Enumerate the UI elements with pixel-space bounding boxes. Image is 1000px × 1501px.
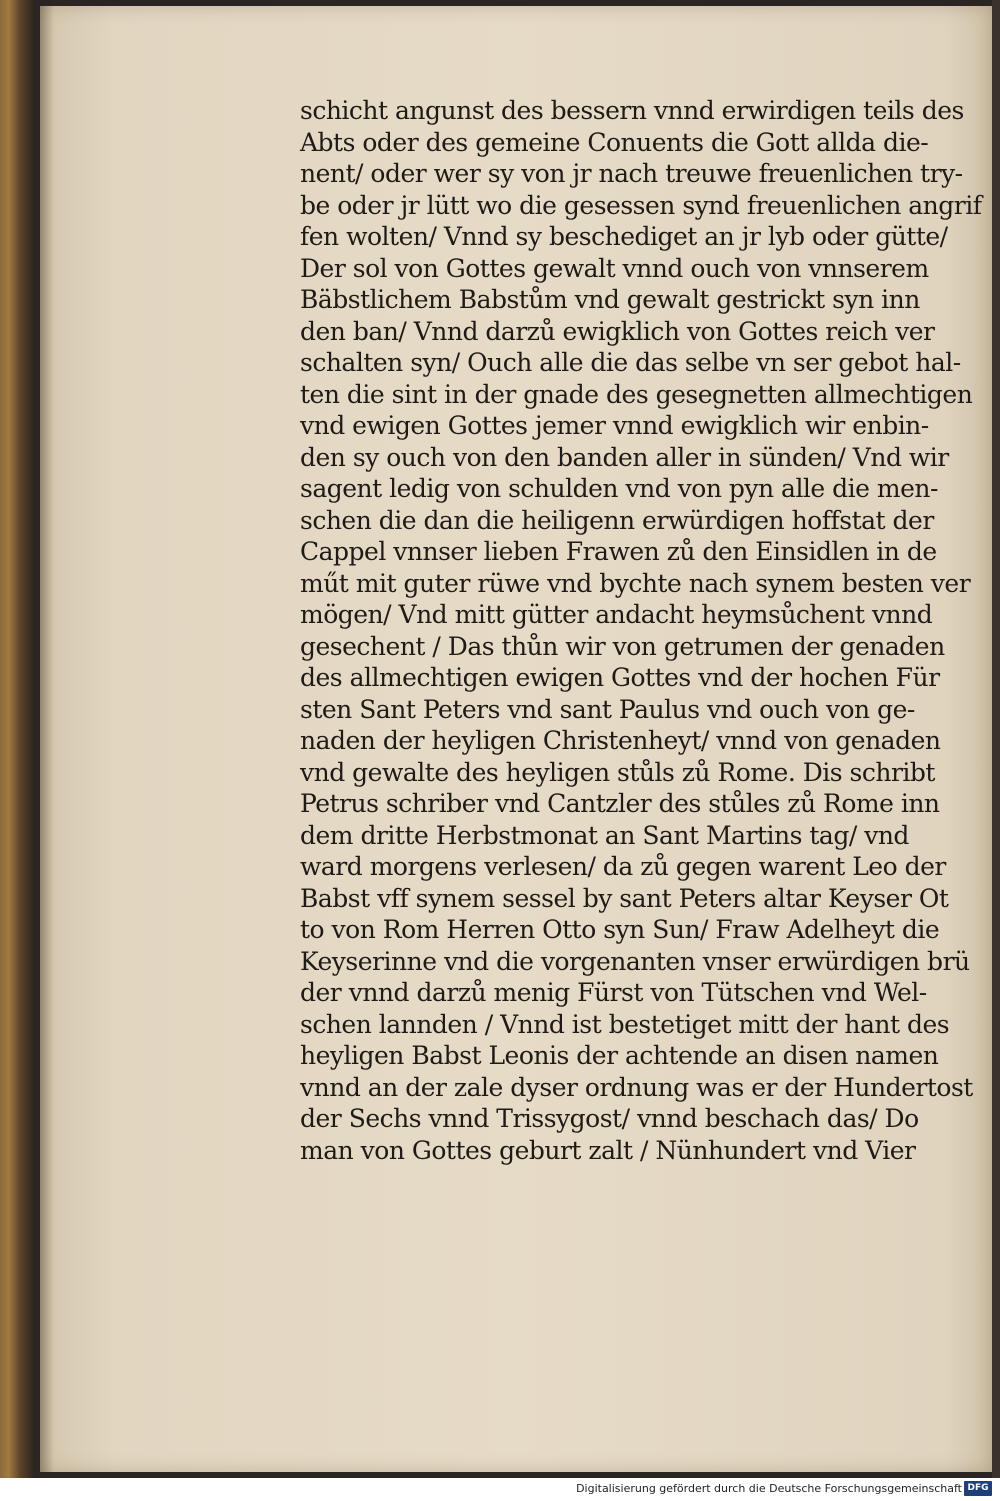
text-line: Cappel vnnser lieben Frawen zů den Einsidlen in de	[300, 537, 937, 566]
text-line: schen lannden / Vnnd ist bestetiget mitt der hant des	[300, 1009, 950, 1039]
text-line: den ban/ Vnnd darzů ewigklich von Gottes reich ver	[300, 316, 935, 346]
text-line: ten die sint in der gnade des gesegnetten allmechtigen	[300, 379, 973, 409]
text-line: den sy ouch von den banden aller in sünden/ Vnd wir	[300, 442, 949, 472]
text-line: vnd ewigen Gottes jemer vnnd ewigklich wir enbin-	[300, 411, 929, 440]
text-line: schalten syn/ Ouch alle die das selbe vn ser gebot hal-	[300, 348, 961, 377]
text-line: sagent ledig von schulden vnd von pyn alle die men-	[300, 474, 938, 503]
gutter-shadow	[40, 6, 54, 1472]
text-line: gesechent / Das thůn wir von getrumen der genaden	[300, 631, 945, 661]
text-line: ward morgens verlesen/ da zů gegen warent Leo der	[300, 852, 946, 881]
text-line: be oder jr lütt wo die gesessen synd freuenlichen angrif	[300, 190, 982, 220]
text-line: der vnnd darzů menig Fürst von Tütschen vnd Wel-	[300, 978, 927, 1007]
text-line: Babst vff synem sessel by sant Peters altar Keyser Ot	[300, 883, 949, 913]
dfg-logo: DFG	[964, 1481, 992, 1496]
text-line: man von Gottes geburt zalt / Nünhundert vnd Vier	[300, 1135, 916, 1165]
text-line: nent/ oder wer sy von jr nach treuwe freuenlichen try-	[300, 159, 963, 188]
text-line: naden der heyligen Christenheyt/ vnnd von genaden	[300, 726, 941, 755]
text-line: der Sechs vnnd Trissygost/ vnnd beschach das/ Do	[300, 1104, 919, 1133]
text-line: vnnd an der zale dyser ordnung was er der Hundertost	[300, 1072, 973, 1102]
text-line: sten Sant Peters vnd sant Paulus vnd ouch von ge-	[300, 694, 915, 724]
book-binding	[0, 0, 34, 1478]
text-line: műt mit guter rüwe vnd bychte nach synem besten ver	[300, 568, 971, 598]
text-line: fen wolten/ Vnnd sy beschediget an jr lyb oder gütte/	[300, 222, 948, 251]
text-line: Bäbstlichem Babstům vnd gewalt gestrickt syn inn	[300, 285, 920, 314]
text-line: dem dritte Herbstmonat an Sant Martins tag/ vnd	[300, 820, 909, 850]
page-edge	[992, 0, 1000, 1478]
text-line: heyligen Babst Leonis der achtende an disen namen	[300, 1041, 939, 1070]
text-line: des allmechtigen ewigen Gottes vnd der hochen Für	[300, 663, 940, 692]
text-line: vnd gewalte des heyligen stůls zů Rome. Dis schribt	[300, 757, 935, 787]
text-line: Abts oder des gemeine Conuents die Gott allda die-	[300, 127, 929, 157]
funding-credit: Digitalisierung gefördert durch die Deutsche Forschungsgemeinschaft	[576, 1482, 962, 1495]
text-line: Der sol von Gottes gewalt vnnd ouch von vnnserem	[300, 253, 929, 283]
text-line: Petrus schriber vnd Cantzler des stůles zů Rome inn	[300, 789, 940, 818]
blackletter-text-block	[300, 95, 982, 1166]
text-line: to von Rom Herren Otto syn Sun/ Fraw Adelheyt die	[300, 915, 940, 944]
text-line: schicht angunst des bessern vnnd erwirdigen teils des	[300, 96, 964, 125]
text-line: schen die dan die heiligenn erwürdigen hoffstat der	[300, 505, 934, 535]
footer-bar	[0, 1478, 1000, 1501]
text-line: Keyserinne vnd die vorgenanten vnser erwürdigen brü	[300, 946, 970, 976]
text-line: mögen/ Vnd mitt gütter andacht heymsůchent vnnd	[300, 600, 933, 629]
